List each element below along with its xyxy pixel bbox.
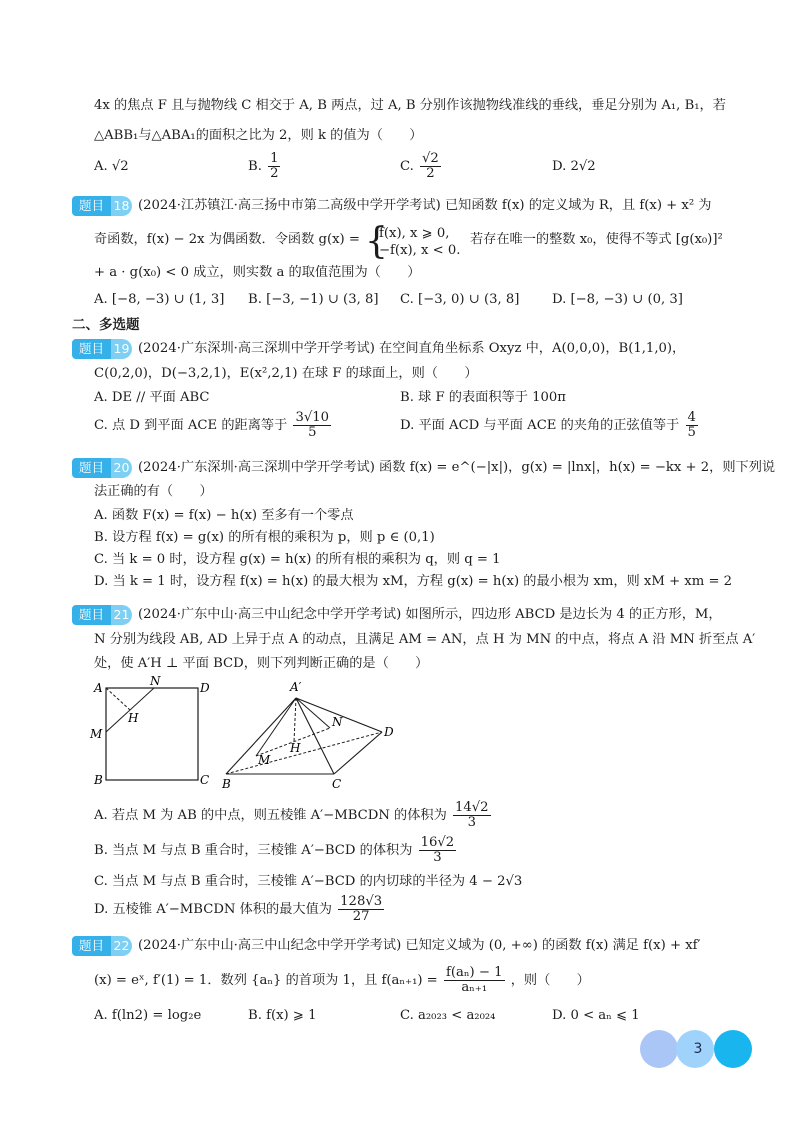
fraction-numerator: √2 (422, 151, 439, 166)
label-C: C (332, 777, 342, 790)
q21-text-line-3: 处，使 A′H ⊥ 平面 BCD，则下列判断正确的是（ ） (94, 656, 429, 671)
q19-option-a: A. DE // 平面 ABC (94, 390, 210, 405)
q17-option-b-label: B. (248, 159, 262, 174)
segment-a-n (296, 698, 330, 728)
q22-text-line-1: (2024·广东中山·高三中山纪念中学开学考试) 已知定义域为 (0, +∞) 的函数 f(x) 满足 f(x) + xf′ (138, 938, 701, 953)
q21-number-tag (72, 605, 132, 625)
q19-option-b: B. 球 F 的表面积等于 100π (400, 390, 566, 405)
label-H: H (290, 741, 301, 755)
q21-option-a-label: A. 若点 M 为 AB 的中点，则五棱锥 A′−MBCDN 的体积为 (94, 808, 447, 823)
q17-option-d: D. 2√2 (552, 159, 596, 174)
q22-line-2-suffix: ，则（ ） (510, 973, 590, 988)
q21-option-b (94, 832, 458, 870)
q17-option-a: A. √2 (94, 159, 129, 174)
label-D: D (384, 725, 394, 739)
label-B: B (222, 777, 231, 790)
q17-text-line-2: △ABB₁与△ABA₁的面积之比为 2，则 k 的值为（ ） (94, 128, 423, 143)
label-M: M (258, 753, 271, 767)
q22-option-d: D. 0 < aₙ ⩽ 1 (552, 1008, 640, 1023)
label-N: N (150, 676, 161, 688)
label-A-prime: A′ (290, 680, 302, 694)
q18-option-a: A. [−8, −3) ∪ (1, 3] (94, 292, 225, 307)
q21-option-d-fraction (338, 895, 384, 924)
edge-a-c (296, 698, 334, 774)
q22-recurrence-fraction (444, 966, 505, 995)
tag-number: 19 (111, 339, 132, 359)
q19-text-line-1: (2024·广东深圳·高三深圳中学开学考试) 在空间直角坐标系 Oxyz 中，A(0,0,0)，B(1,1,0)， (138, 341, 686, 356)
q19-option-d-label: D. 平面 ACD 与平面 ACE 的夹角的正弦值等于 (400, 418, 680, 433)
square-outline (106, 688, 198, 780)
q17-option-b (248, 148, 282, 186)
q22-option-c: C. a₂₀₂₃ < a₂₀₂₄ (400, 1008, 496, 1023)
piecewise-case-1: f(x), x ⩾ 0, (379, 226, 450, 241)
tag-number: 20 (111, 458, 132, 478)
fraction-denominator: 3 (433, 850, 442, 865)
label-M: M (90, 727, 103, 741)
q21-text-line-1: (2024·广东中山·高三中山纪念中学开学考试) 如图所示，四边形 ABCD 是边长为 4 的正方形，M， (138, 607, 722, 622)
q21-option-b-label: B. 当点 M 与点 B 重合时，三棱锥 A′−BCD 的体积为 (94, 843, 413, 858)
tag-number: 21 (111, 605, 132, 625)
q19-option-c (94, 407, 333, 445)
page-badge-circle-right (714, 1030, 752, 1068)
q20-text-line-2: 法正确的有（ ） (94, 484, 213, 499)
q20-option-a: A. 函数 F(x) = f(x) − h(x) 至多有一个零点 (94, 508, 354, 523)
q21-option-d (94, 891, 386, 929)
label-B: B (94, 773, 103, 787)
segment-ah (106, 688, 130, 710)
fraction-numerator: 3√10 (295, 410, 330, 425)
piecewise-brace: { (365, 221, 388, 262)
q17-text-line-1: 4x 的焦点 F 且与抛物线 C 相交于 A, B 两点，过 A, B 分别作该抛物线准线的垂线，垂足分别为 A₁, B₁，若 (94, 98, 726, 113)
label-D: D (200, 681, 210, 695)
label-C: C (200, 773, 210, 787)
q21-figure-pyramid (216, 676, 400, 790)
q18-number-tag (72, 196, 132, 216)
q19-option-c-label: C. 点 D 到平面 ACE 的距离等于 (94, 418, 288, 433)
tag-word: 题目 (72, 605, 111, 625)
q19-text-line-2: C(0,2,0)，D(−3,2,1)，E(x²,2,1) 在球 F 的球面上，则（ ） (94, 366, 478, 381)
page-number: 3 (693, 1041, 703, 1057)
q21-text-line-2: N 分别为线段 AB, AD 上异于点 A 的动点，且满足 AM = AN，点 H 为 MN 的中点，将点 A 沿 MN 折至点 A′ (94, 632, 756, 647)
piecewise-case-2: −f(x), x < 0. (379, 243, 461, 258)
q20-option-c: C. 当 k = 0 时，设方程 g(x) = h(x) 的所有根的乘积为 q，则 q = 1 (94, 552, 501, 567)
tag-number: 22 (111, 936, 132, 956)
q22-option-b: B. f(x) ⩾ 1 (248, 1008, 317, 1023)
fraction-denominator: aₙ₊₁ (461, 980, 488, 995)
q20-option-d: D. 当 k = 1 时，设方程 f(x) = h(x) 的最大根为 xM，方程 g(x) = h(x) 的最小根为 xm，则 xM + xm = 2 (94, 574, 733, 589)
section-heading-multiple-choice: 二、多选题 (72, 317, 140, 333)
q19-option-d (400, 407, 700, 445)
q22-option-a: A. f(ln2) = log₂e (94, 1008, 202, 1023)
q18-option-c: C. [−3, 0) ∪ (3, 8] (400, 292, 520, 307)
fraction-denominator: 5 (308, 425, 317, 440)
q21-option-c: C. 当点 M 与点 B 重合时，三棱锥 A′−BCD 的内切球的半径为 4 − 2√3 (94, 874, 523, 889)
fraction-numerator: 4 (687, 410, 696, 425)
tag-word: 题目 (72, 936, 111, 956)
q21-option-a (94, 797, 493, 835)
fraction-denominator: 5 (687, 425, 696, 440)
fraction-numerator: 16√2 (420, 835, 455, 850)
q19-number-tag (72, 339, 132, 359)
segment-a-h (294, 698, 296, 742)
q18-option-d: D. [−8, −3) ∪ (0, 3] (552, 292, 683, 307)
label-H: H (128, 711, 139, 725)
q17-option-b-fraction (268, 152, 280, 181)
tag-word: 题目 (72, 339, 111, 359)
page-badge-circle-left (640, 1030, 678, 1068)
fraction-denominator: 2 (270, 166, 279, 181)
q22-number-tag (72, 936, 132, 956)
fraction-denominator: 3 (467, 815, 476, 830)
q18-option-b: B. [−3, −1) ∪ (3, 8] (248, 292, 379, 307)
q20-option-b: B. 设方程 f(x) = g(x) 的所有根的乘积为 p，则 p ∈ (0,1) (94, 530, 435, 545)
q18-text-line-2b: 若存在唯一的整数 x₀，使得不等式 [g(x₀)]² (470, 232, 723, 247)
q17-option-c-label: C. (400, 159, 414, 174)
tag-word: 题目 (72, 196, 111, 216)
q17-option-c-fraction (420, 152, 441, 181)
q19-option-c-fraction (293, 411, 331, 440)
q21-option-a-fraction (453, 801, 491, 830)
q20-number-tag (72, 458, 132, 478)
q21-option-b-fraction (419, 836, 457, 865)
fraction-numerator: 1 (270, 151, 279, 166)
q21-figure-square (86, 676, 216, 788)
fraction-denominator: 2 (426, 166, 435, 181)
fraction-numerator: 14√2 (455, 800, 489, 815)
tag-number: 18 (111, 196, 132, 216)
q17-option-c (400, 148, 443, 186)
q18-text-line-2a: 奇函数，f(x) − 2x 为偶函数．令函数 g(x) = (94, 232, 360, 247)
fraction-denominator: 27 (352, 909, 370, 924)
q22-text-line-2 (94, 962, 590, 1000)
tag-word: 题目 (72, 458, 111, 478)
q18-text-line-1: (2024·江苏镇江·高三扬中市第二高级中学开学考试) 已知函数 f(x) 的定义域为 R，且 f(x) + x² 为 (138, 198, 712, 213)
label-A: A (94, 681, 103, 695)
q19-option-d-fraction (686, 411, 698, 440)
q22-line-2-prefix: (x) = eˣ, f′(1) = 1．数列 {aₙ} 的首项为 1，且 f(aₙ₊₁) = (94, 973, 438, 988)
fraction-numerator: f(aₙ) − 1 (445, 965, 503, 980)
q21-option-d-label: D. 五棱锥 A′−MBCDN 体积的最大值为 (94, 902, 332, 917)
label-N: N (332, 715, 343, 729)
q20-text-line-1: (2024·广东深圳·高三深圳中学开学考试) 函数 f(x) = e^(−|x|)，g(x) = |lnx|，h(x) = −kx + 2，则下列说 (138, 460, 776, 475)
fraction-numerator: 128√3 (340, 894, 383, 909)
q18-text-line-3: + a · g(x₀) < 0 成立，则实数 a 的取值范围为（ ） (94, 265, 421, 280)
